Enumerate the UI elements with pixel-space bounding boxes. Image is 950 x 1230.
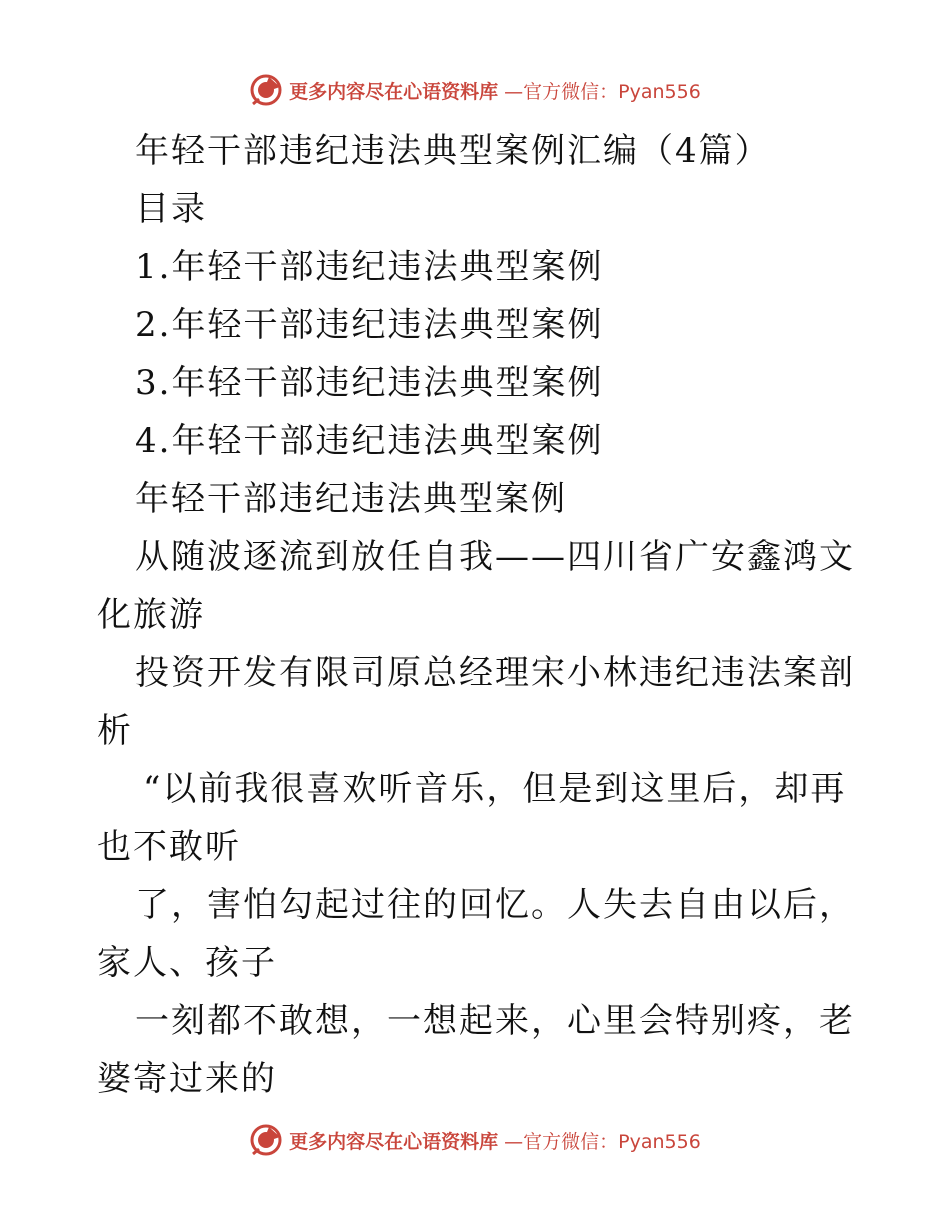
section-heading: 年轻干部违纪违法典型案例	[135, 479, 567, 519]
toc-heading: 目录	[135, 189, 207, 229]
logo-icon	[249, 1123, 283, 1157]
logo-icon	[249, 73, 283, 107]
header-watermark-banner	[0, 70, 950, 110]
toc-item-3: 3.年轻干部违纪违法典型案例	[135, 363, 604, 403]
watermark-main-text: 更多内容尽在心语资料库	[289, 1130, 499, 1153]
footer-watermark-banner	[0, 1120, 950, 1160]
toc-item-4: 4.年轻干部违纪违法典型案例	[135, 421, 604, 461]
document-title: 年轻干部违纪违法典型案例汇编（4篇）	[135, 131, 771, 171]
watermark-group	[249, 73, 701, 107]
document-body	[97, 122, 857, 1108]
toc-item-1: 1.年轻干部违纪违法典型案例	[135, 247, 604, 287]
body-paragraph-3: 一刻都不敢想，一想起来，心里会特别疼，老婆寄过来的	[97, 1001, 855, 1099]
watermark-wechat-text: —官方微信：Pyan556	[504, 1130, 701, 1153]
watermark-group	[249, 1123, 701, 1157]
watermark-main-text: 更多内容尽在心语资料库	[289, 80, 499, 103]
body-paragraph-2: 了，害怕勾起过往的回忆。人失去自由以后，家人、孩子	[97, 885, 855, 983]
body-paragraph-1: “以前我很喜欢听音乐，但是到这里后，却再也不敢听	[97, 769, 847, 867]
watermark-wechat-text: —官方微信：Pyan556	[504, 80, 701, 103]
case-subtitle-line-1: 从随波逐流到放任自我——四川省广安鑫鸿文化旅游	[97, 537, 855, 635]
toc-item-2: 2.年轻干部违纪违法典型案例	[135, 305, 604, 345]
case-subtitle-line-2: 投资开发有限司原总经理宋小林违纪违法案剖析	[97, 653, 855, 751]
